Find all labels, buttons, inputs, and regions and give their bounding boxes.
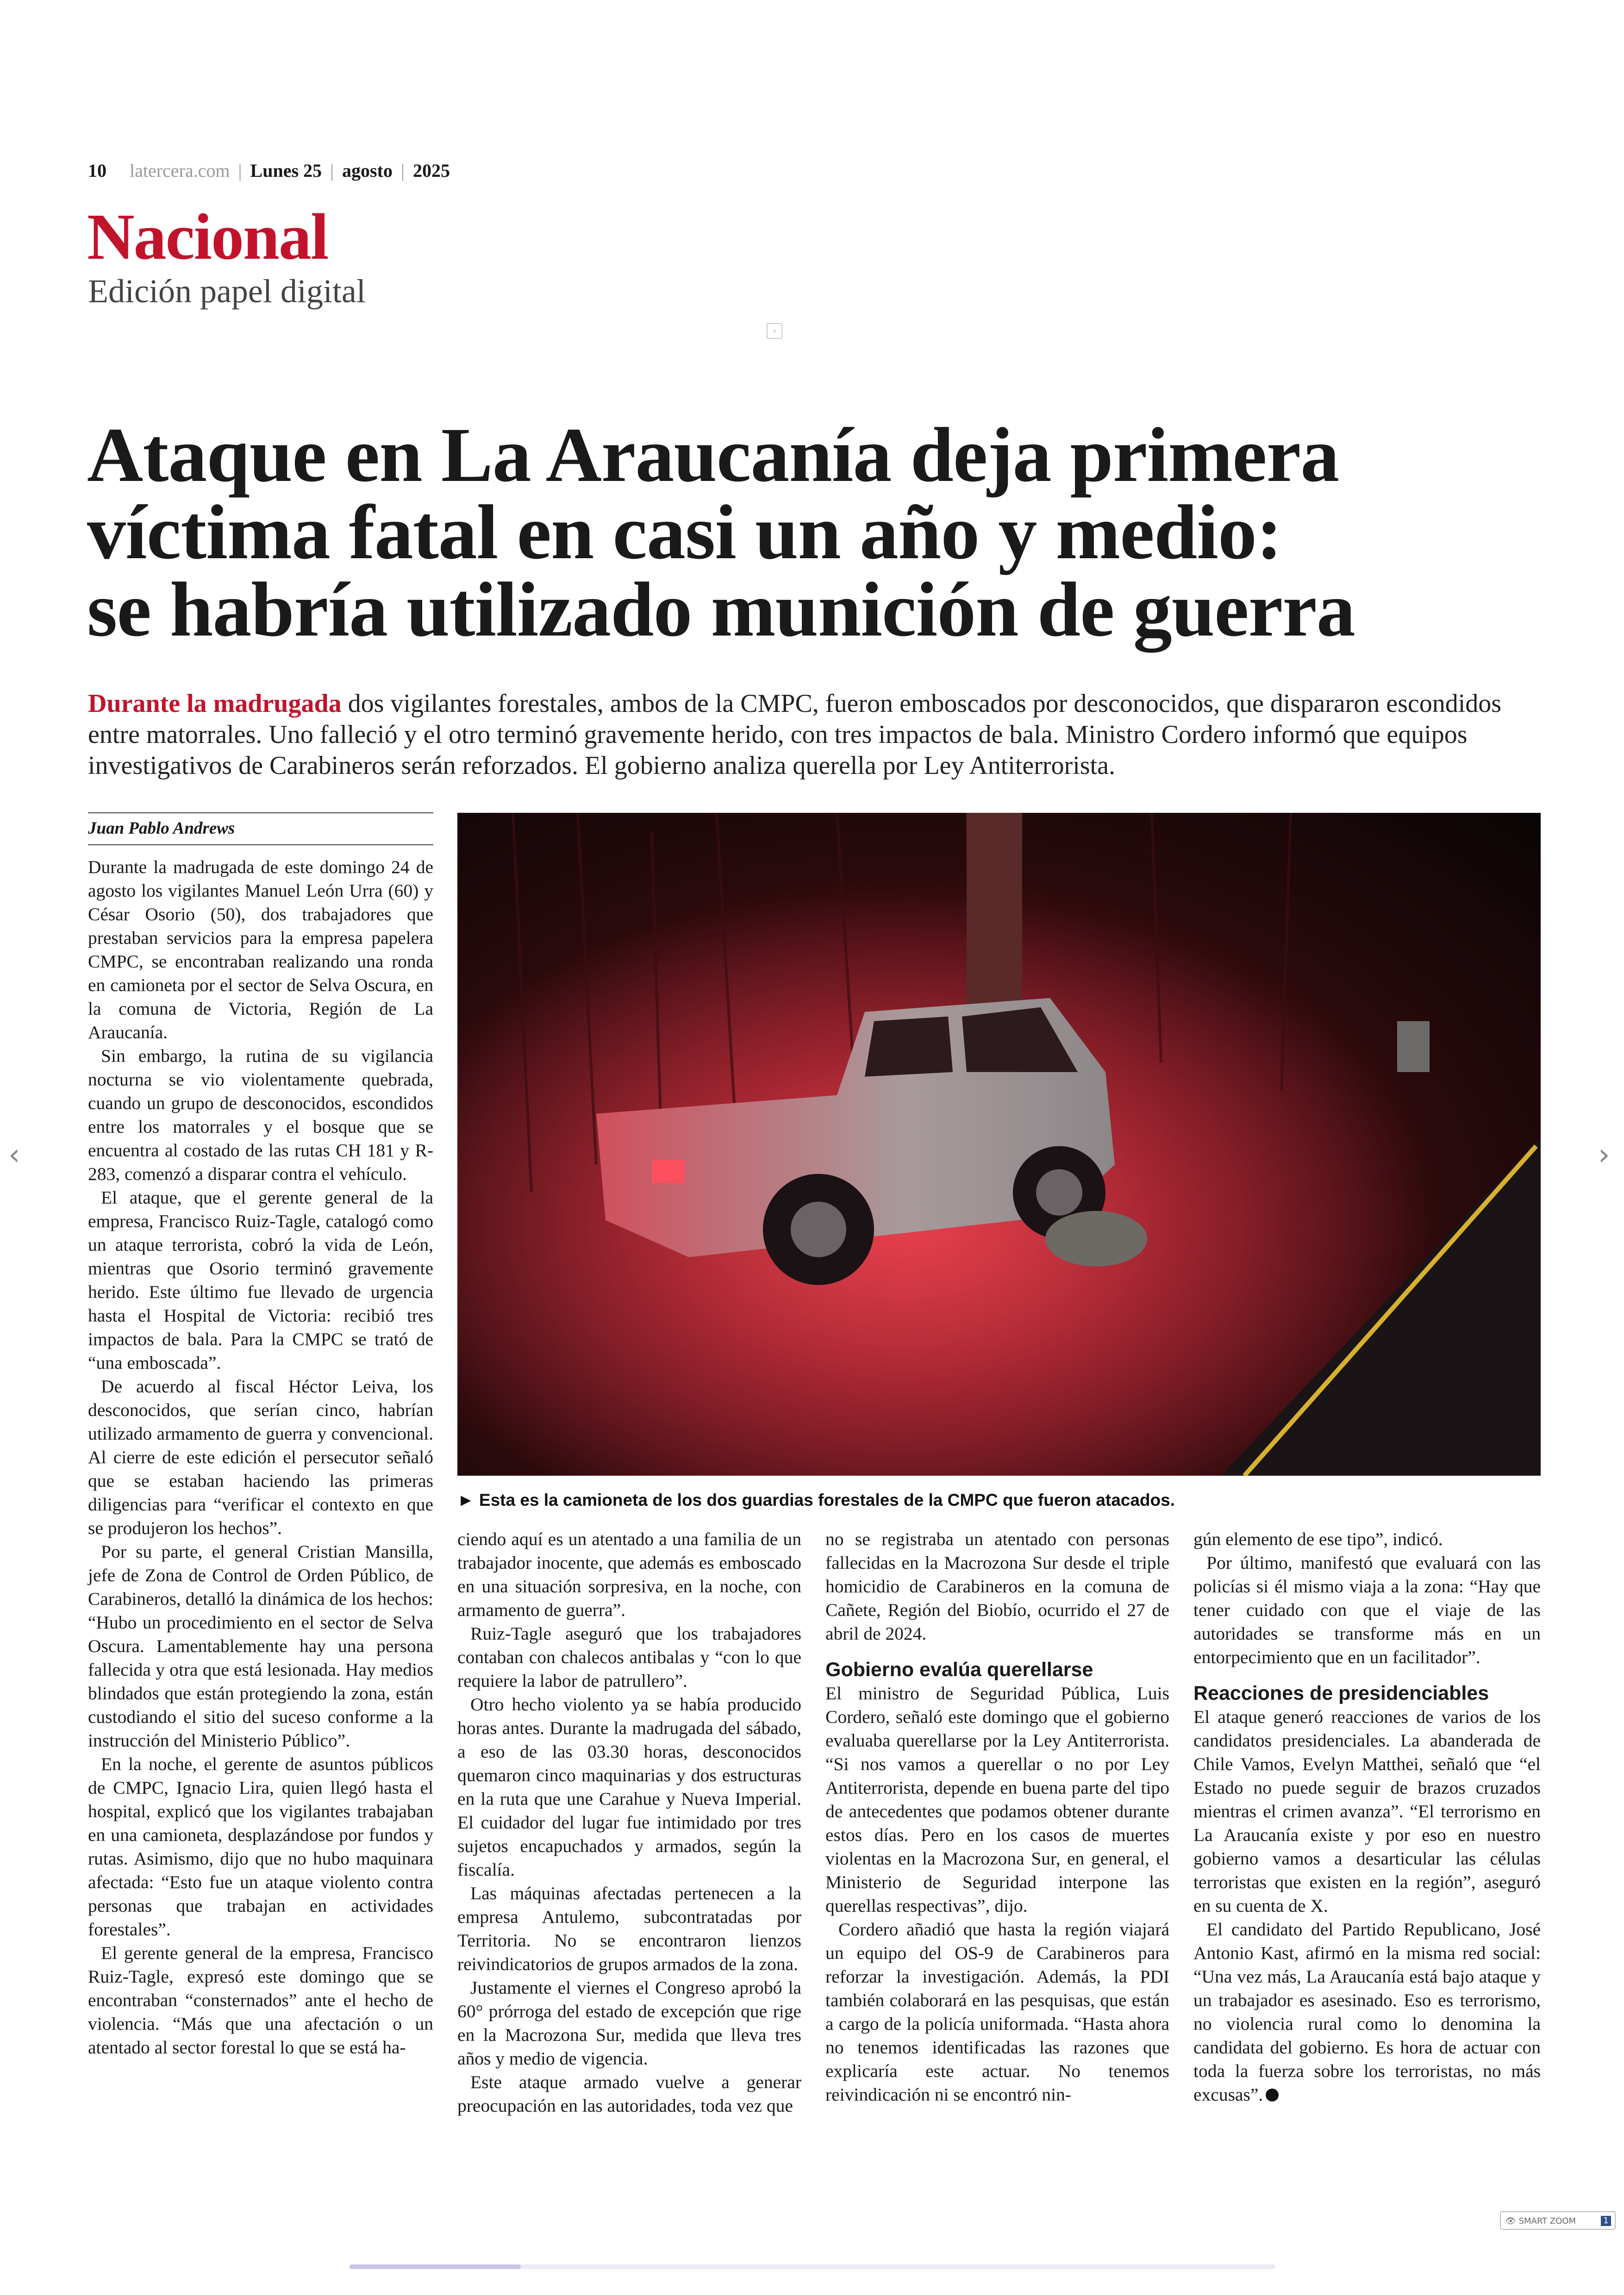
lede (88, 688, 1551, 781)
edition-label: Edición papel digital (88, 273, 366, 310)
spacer (1193, 1669, 1541, 1681)
paragraph: El ministro de Seguridad Pública, Luis Cordero, señaló este domingo que el gobierno evaluaba querellarse por la Ley Antiterrorista. “Si nos vamos a querellar o no por Ley Antiterrorista, depende en buena parte del tipo de antecedentes que podamos obtener durante estos días. Pero en los casos de muertes violentas en la Macrozona Sur, en general, el Ministerio de Seguridad interpone las querellas respectivas”, dijo. (825, 1683, 1169, 1916)
paragraph: Por su parte, el general Cristian Mansilla, jefe de Zona de Control de Orden Público, de Carabineros, detalló la dinámica de los hechos: “Hubo un procedimiento en el sector de Selva Oscura. Lamentablemente hay una persona fallecida y otra que está lesionada. Hay medios blindados que están protegiendo la zona, están custodiando el sitio del suceso conforme a la instrucción del Ministerio Público”. (88, 1541, 433, 1751)
column-4 (1193, 1528, 1541, 2107)
photo-caption: ► Esta es la camioneta de los dos guardias forestales de la CMPC que fueron atacados. (457, 1491, 1175, 1509)
paragraph: Este ataque armado vuelve a generar preocupación en las autoridades, toda vez que (457, 2072, 801, 2116)
paragraph: Las máquinas afectadas pertenecen a la empresa Antulemo, subcontratadas por Territoria. No se encontraron lienzos reivindicatorios de grupos armados de la zona. (457, 1883, 801, 1974)
subheading: Gobierno evalúa querellarse (825, 1659, 1093, 1681)
paragraph: El ataque, que el gerente general de la empresa, Francisco Ruiz-Tagle, catalogó como un ataque terrorista, cobró la vida de León, mientras que Osorio terminó gravemente herido. Este último fue llevado de urgencia hasta el Hospital de Victoria: recibió tres impactos de bala. Para la CMPC se trató de “una emboscada”. (88, 1187, 433, 1373)
column-3 (825, 1528, 1169, 2107)
paragraph: Otro hecho violento ya se había producido horas antes. Durante la madrugada del sábado, a eso de las 03.30 horas, desconocidos quemaron cinco maquinarias y dos estructuras en la ruta que une Carahue y Nueva Imperial. El cuidador del lugar fue intimidado por tres sujetos encapuchados y armados, según la fiscalía. (457, 1694, 801, 1880)
author-rule-bottom (88, 844, 433, 845)
photo-illustration (457, 813, 1541, 1476)
page-indicator: 1 (1601, 2216, 1611, 2226)
paragraph: Justamente el viernes el Congreso aprobó la 60° prórroga del estado de excepción que rige en la Macrozona Sur, medida que lleva tres años y medio de vigencia. (457, 1977, 801, 2069)
smart-zoom-button[interactable] (1500, 2211, 1616, 2230)
paragraph: Ruiz-Tagle aseguró que los trabajadores contaban con chalecos antibalas y “con lo que requiere la labor de patrullero”. (457, 1623, 801, 1691)
end-of-article-mark (1266, 2089, 1279, 2102)
paragraph: Durante la madrugada de este domingo 24 de agosto los vigilantes Manuel León Urra (60) y César Osorio (50), dos trabajadores que prestaban servicios para la empresa papelera CMPC, se encontraban realizando una ronda en camioneta por el sector de Selva Oscura, en la comuna de Victoria, Región de La Araucanía. (88, 857, 433, 1042)
column-2 (457, 1528, 801, 2118)
paragraph: Por último, manifestó que evaluará con las policías si él mismo viaja a la zona: “Hay que tener cuidado con que el viaje de las autoridades se transforme más en un entorpecimiento que en un facilitador”. (1193, 1553, 1541, 1667)
page-icon[interactable]: ▫ (767, 323, 782, 339)
paragraph: Sin embargo, la rutina de su vigilancia nocturna se vio violentamente quebrada, cuando un grupo de desconocidos, escondidos entre los matorrales y el bosque que se encuentra al costado de las rutas CH 181 y R-283, comenzó a disparar contra el vehículo. (88, 1046, 433, 1184)
headline-line: Ataque en La Araucanía deja primera (87, 412, 1339, 498)
paragraph: En la noche, el gerente de asuntos públicos de CMPC, Ignacio Lira, quien llegó hasta el hospital, explicó que los vigilantes trabajaban en una camioneta, desplazándose por fundos y rutas. Asimismo, dijo que no hubo maquinara afectada: “Esto fue un ataque violento contra personas que trabajan en actividades forestales”. (88, 1754, 433, 1940)
lede-lead: Durante la madrugada (88, 689, 342, 718)
horizontal-scrollbar[interactable] (350, 2264, 1275, 2269)
column-1 (88, 855, 433, 2059)
paragraph: De acuerdo al fiscal Héctor Leiva, los desconocidos, que serían cinco, habrían utilizado armamento de guerra y convencional. Al cierre de este edición el persecutor señaló que se estaban haciendo las primeras diligencias para “verificar el contexto en que se produjeron los hechos”. (88, 1376, 433, 1538)
paragraph: ciendo aquí es un atentado a una familia de un trabajador inocente, que además es emboscado en una situación sorpresiva, en la noche, con armamento de guerra”. (457, 1529, 801, 1620)
paragraph: El gerente general de la empresa, Francisco Ruiz-Tagle, expresó este domingo que se encontraban “consternados” ante el hecho de violencia. “Más que una afectación o un atentado al sector forestal lo que se está ha- (88, 1943, 433, 2058)
page-number: 10 (88, 160, 106, 181)
author-rule-top (88, 812, 433, 813)
paragraph: El ataque generó reacciones de varios de los candidatos presidenciales. La abanderada de Chile Vamos, Evelyn Matthei, señaló que “el Estado no puede seguir de brazos cruzados mientras el crimen avanza”. “El terrorismo en La Araucanía existe y por eso en nuestro gobierno vamos a desarticular las células terroristas que existen en la región”, aseguró en su cuenta de X. (1193, 1707, 1541, 1916)
spacer (825, 1646, 1169, 1658)
eye-icon: 👁 (1505, 2216, 1516, 2226)
chevron-right-icon[interactable]: › (1598, 1138, 1610, 1172)
paragraph: Cordero añadió que hasta la región viajará un equipo del OS-9 de Carabineros para reforzar la investigación. Además, la PDI también colaborará en las pesquisas, que están a cargo de la policía uniformada. “Hasta ahora no tenemos identificadas las razones que explicaría este actuar. No tenemos reivindicación ni se encontró nin- (825, 1919, 1169, 2105)
headline-line: víctima fatal en casi un año y medio: (87, 489, 1282, 575)
headline-line: se habría utilizado munición de guerra (87, 567, 1355, 653)
site-name: latercera.com (130, 160, 230, 181)
page-header (88, 160, 450, 181)
paragraph: gún elemento de ese tipo”, indicó. (1193, 1529, 1443, 1549)
chevron-left-icon[interactable]: ‹ (8, 1138, 20, 1172)
smart-zoom-label: SMART ZOOM (1518, 2216, 1576, 2226)
section-title: Nacional (87, 200, 328, 273)
article-photo (457, 813, 1541, 1476)
header-separator: | (400, 160, 405, 181)
header-separator: | (330, 160, 334, 181)
paragraph: no se registraba un atentado con personas fallecidas en la Macrozona Sur desde el triple homicidio de Carabineros en la comuna de Cañete, Región del Biobío, ocurrido el 27 de abril de 2024. (825, 1529, 1169, 1644)
header-day: Lunes 25 (250, 160, 322, 181)
lede-text: dos vigilantes forestales, ambos de la CMPC, fueron emboscados por desconocidos, que dispararon escondidos entre matorrales. Uno falleció y el otro terminó gravemente herido, con tres impactos de bala. Ministro Cordero informó que equipos investigativos de Carabineros serán reforzados. El gobierno analiza querella por Ley Antiterrorista. (88, 689, 1502, 780)
scrollbar-thumb[interactable] (350, 2264, 521, 2269)
header-separator: | (238, 160, 242, 181)
byline: Juan Pablo Andrews (88, 819, 235, 838)
subheading: Reacciones de presidenciables (1193, 1682, 1489, 1704)
header-year: 2025 (412, 160, 450, 181)
header-month: agosto (342, 160, 393, 181)
paragraph-text: El candidato del Partido Republicano, José Antonio Kast, afirmó en la misma red social: “Una vez más, La Araucanía está bajo ataque y un trabajador es asesinado. Eso es terrorismo, no violencia rural como lo denomina la candidata del gobierno. Es hora de actuar con toda la fuerza sobre los terroristas, no más excusas”. (1193, 1919, 1541, 2105)
headline (87, 412, 1550, 653)
paragraph (1193, 1918, 1541, 2107)
